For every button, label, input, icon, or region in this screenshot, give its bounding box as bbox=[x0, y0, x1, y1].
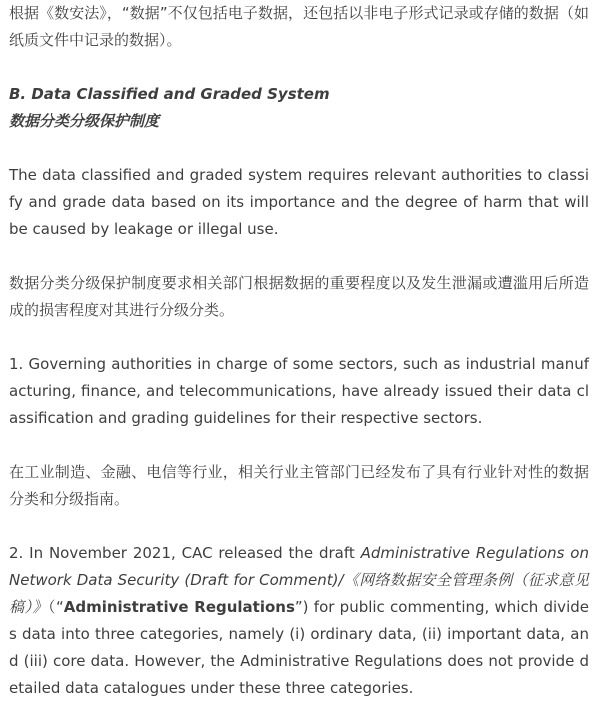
spacer bbox=[9, 243, 589, 270]
list-item-2-prefix: 2. In November 2021, CAC released the draft bbox=[9, 544, 361, 562]
spacer bbox=[9, 513, 589, 540]
section-b-title-zh: 数据分类分级保护制度 bbox=[9, 112, 160, 130]
list-item-2 bbox=[9, 540, 589, 702]
section-b-title-en: B. Data Classified and Graded System bbox=[9, 85, 330, 103]
spacer bbox=[9, 432, 589, 459]
spacer bbox=[9, 324, 589, 351]
quote-open: （“ bbox=[47, 598, 64, 616]
list-item-1-zh: 在工业制造、金融、电信等行业，相关行业主管部门已经发布了具有行业针对性的数据分类和分级指南。 bbox=[9, 463, 589, 508]
regulation-title: Administrative Regulations on Network Data Security (Draft for Comment)/《网络数据安全管理条例（征求意见稿）》 bbox=[9, 544, 589, 616]
spacer bbox=[9, 135, 589, 162]
defined-term: Administrative Regulations bbox=[63, 598, 295, 616]
paragraph-zh-1: 数据分类分级保护制度要求相关部门根据数据的重要程度以及发生泄漏或遭滥用后所造成的损害程度对其进行分级分类。 bbox=[9, 274, 589, 319]
list-item-1-en: 1. Governing authorities in charge of some sectors, such as industrial manufacturing, finance, and telecommunications, have already issued their data classification and grading guidelines for their respective sectors. bbox=[9, 355, 589, 427]
article-body bbox=[9, 0, 589, 702]
intro-paragraph-zh: 根据《数安法》，“数据”不仅包括电子数据，还包括以非电子形式记录或存储的数据（如纸质文件中记录的数据）。 bbox=[9, 4, 589, 49]
list-item-2-rest: ”) for public commenting, which divides data into three categories, namely (i) ordinary data, (ii) important data, and (iii) core data. However, the Administrative Regulations does not provide detailed data catalogues under these three categories. bbox=[9, 598, 589, 697]
paragraph-en-1: The data classified and graded system requires relevant authorities to classify and grade data based on its importance and the degree of harm that will be caused by leakage or illegal use. bbox=[9, 166, 589, 238]
spacer bbox=[9, 54, 589, 81]
